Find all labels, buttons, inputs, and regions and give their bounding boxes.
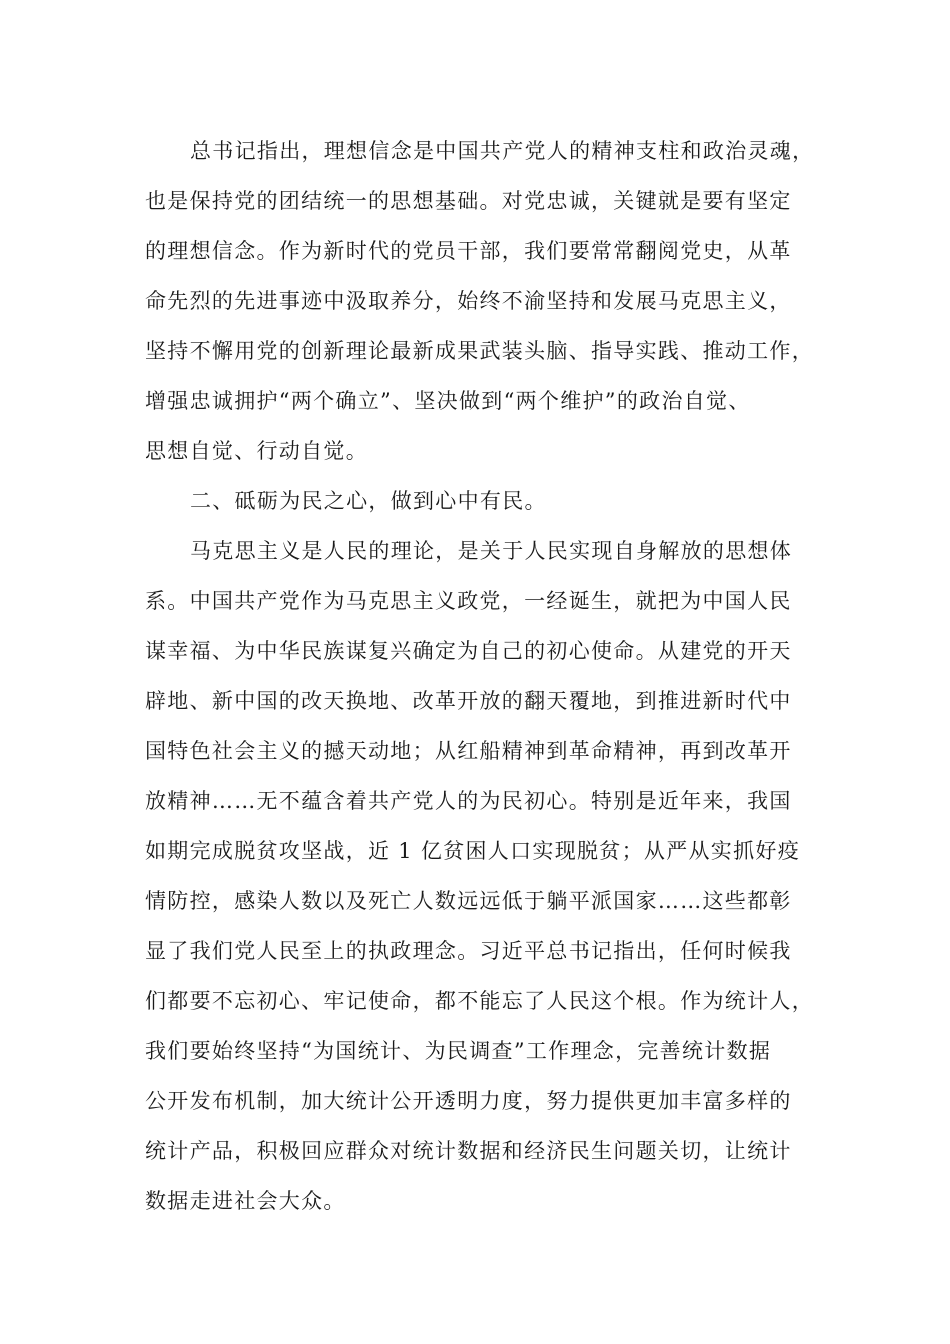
paragraph-1-line-7: 思想自觉、行动自觉。 xyxy=(145,439,368,463)
paragraph-1-line-1: 总书记指出，理想信念是中国共产党人的精神支柱和政治灵魂， xyxy=(190,139,815,163)
section-heading: 二、砥砺为民之心，做到心中有民。 xyxy=(190,489,547,513)
paragraph-2-line-5: 国特色社会主义的撼天动地；从红船精神到革命精神，再到改革开 xyxy=(145,739,792,763)
paragraph-2-line-1: 马克思主义是人民的理论，是关于人民实现自身解放的思想体 xyxy=(190,539,793,563)
paragraph-2-line-2: 系。中国共产党作为马克思主义政党，一经诞生，就把为中国人民 xyxy=(145,589,792,613)
paragraph-1-line-6: 增强忠诚拥护“两个确立”、坚决做到“两个维护”的政治自觉、 xyxy=(145,389,751,413)
paragraph-2-line-14: 数据走进社会大众。 xyxy=(145,1189,346,1213)
paragraph-1-line-3: 的理想信念。作为新时代的党员干部，我们要常常翻阅党史，从革 xyxy=(145,239,792,263)
paragraph-2-line-7: 如期完成脱贫攻坚战，近 1 亿贫困人口实现脱贫；从严从实抓好疫 xyxy=(145,839,801,863)
paragraph-2-line-4: 辟地、新中国的改天换地、改革开放的翻天覆地，到推进新时代中 xyxy=(145,689,792,713)
paragraph-2-line-12: 公开发布机制，加大统计公开透明力度，努力提供更加丰富多样的 xyxy=(145,1089,792,1113)
paragraph-2-line-11: 我们要始终坚持“为国统计、为民调查”工作理念，完善统计数据 xyxy=(145,1039,772,1063)
paragraph-2-line-3: 谋幸福、为中华民族谋复兴确定为自己的初心使命。从建党的开天 xyxy=(145,639,792,663)
paragraph-1-line-5: 坚持不懈用党的创新理论最新成果武装头脑、指导实践、推动工作， xyxy=(145,339,814,363)
paragraph-2-line-9: 显了我们党人民至上的执政理念。习近平总书记指出，任何时候我 xyxy=(145,939,792,963)
paragraph-1-line-4: 命先烈的先进事迹中汲取养分，始终不渝坚持和发展马克思主义， xyxy=(145,289,792,313)
paragraph-2-line-6: 放精神……无不蕴含着共产党人的为民初心。特别是近年来，我国 xyxy=(145,789,792,813)
paragraph-2-line-8: 情防控，感染人数以及死亡人数远远低于躺平派国家……这些都彰 xyxy=(145,889,792,913)
paragraph-2-line-13: 统计产品，积极回应群众对统计数据和经济民生问题关切，让统计 xyxy=(145,1139,792,1163)
paragraph-1-line-2: 也是保持党的团结统一的思想基础。对党忠诚，关键就是要有坚定 xyxy=(145,189,792,213)
paragraph-2-line-10: 们都要不忘初心、牢记使命，都不能忘了人民这个根。作为统计人， xyxy=(145,989,814,1013)
